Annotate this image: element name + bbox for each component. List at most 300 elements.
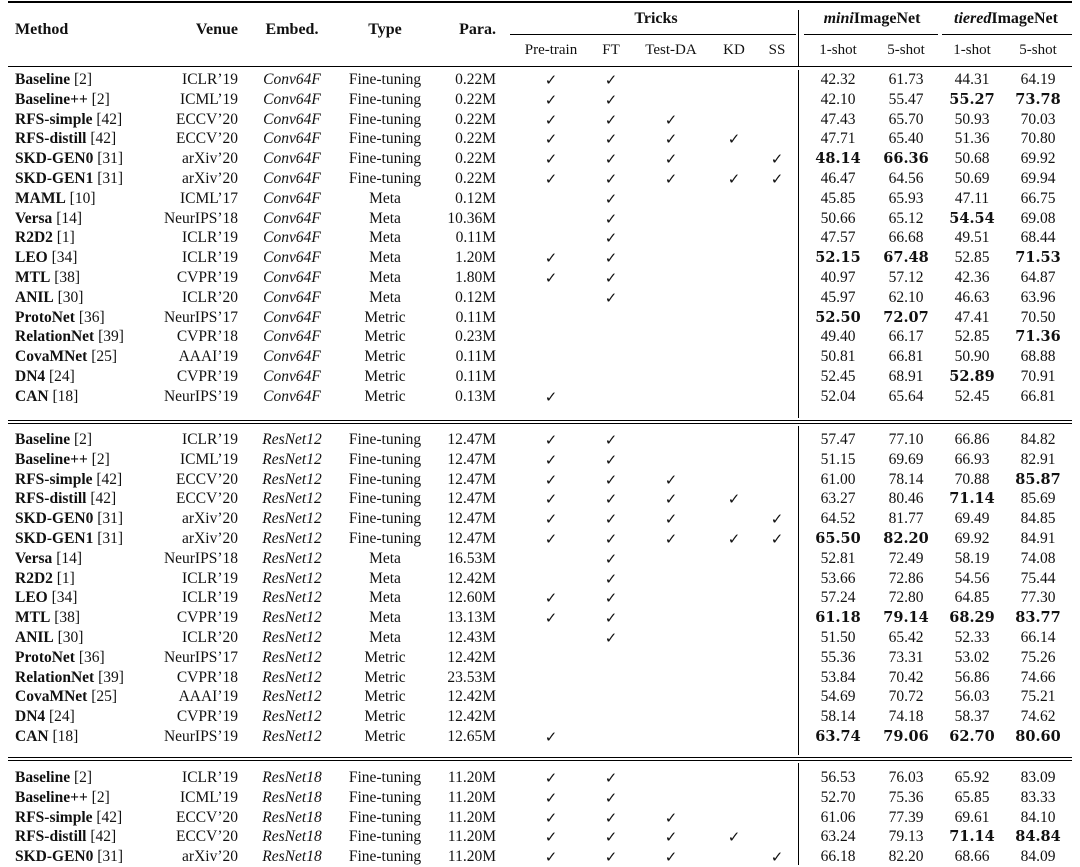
result-cell: 47.57 [820,229,856,246]
header-tiered-prefix: tiered [954,10,992,27]
type-cell: Fine-tuning [348,510,422,527]
type-cell: Metric [364,328,406,345]
result-cell: 80.46 [888,490,924,507]
result-cell: 50.66 [820,210,856,227]
method-name: MAML [15,190,66,207]
result-cell: 77.10 [888,431,924,448]
check-icon: ✓ [604,471,618,489]
check-icon: ✓ [664,150,678,168]
method-name: DN4 [15,368,46,385]
result-cell: 40.97 [820,269,856,286]
type-cell: Metric [364,388,406,405]
result-cell: 63.24 [820,828,856,845]
venue-cell: arXiv’20 [182,530,238,547]
result-cell: 50.90 [954,348,990,365]
type-cell: Fine-tuning [348,490,422,507]
check-icon: ✓ [544,828,558,846]
result-cell: 66.68 [888,229,924,246]
check-icon: ✓ [544,789,558,807]
method-ref: [2] [87,91,110,108]
check-icon: ✓ [544,111,558,129]
result-cell: 66.18 [820,848,856,865]
type-cell: Fine-tuning [348,431,422,448]
subheader-tiered-5shot: 5-shot [1019,42,1057,58]
result-cell: 46.47 [820,170,856,187]
result-cell: 68.91 [888,368,924,385]
result-cell: 83.09 [1020,769,1056,786]
method-ref: [2] [87,451,110,468]
check-icon: ✓ [604,431,618,449]
result-cell: 45.97 [820,289,856,306]
column-divider-s2 [798,426,799,755]
result-cell: 58.37 [954,708,990,725]
check-icon: ✓ [544,490,558,508]
check-icon: ✓ [664,809,678,827]
para-cell: 11.20M [447,809,496,826]
result-cell: 46.63 [954,289,990,306]
result-cell: 52.33 [954,629,990,646]
check-icon: ✓ [770,170,784,188]
venue-cell: NeurIPS’17 [163,309,238,326]
embed-cell: ResNet12 [262,550,322,567]
method-name: SKD-GEN0 [15,150,94,167]
venue-cell: AAAI’19 [178,688,238,705]
type-cell: Meta [369,249,401,266]
result-cell: 66.81 [888,348,924,365]
type-cell: Meta [369,570,401,587]
method-name: RelationNet [15,328,95,345]
check-icon: ✓ [544,170,558,188]
result-cell: 53.66 [820,570,856,587]
venue-cell: CVPR’19 [176,708,238,725]
method-name: R2D2 [15,570,53,587]
result-cell: 57.24 [820,589,856,606]
check-icon: ✓ [664,111,678,129]
type-cell: Meta [369,550,401,567]
result-cell: 62.10 [888,289,924,306]
result-cell: 65.85 [954,789,990,806]
result-cell: 83.77 [1015,609,1061,626]
check-icon: ✓ [727,828,741,846]
result-cell: 82.20 [883,530,929,547]
result-cell: 72.86 [888,570,924,587]
check-icon: ✓ [664,530,678,548]
para-cell: 0.11M [455,348,496,365]
check-icon: ✓ [544,130,558,148]
check-icon: ✓ [604,629,618,647]
embed-cell: Conv64F [263,130,321,147]
method-ref: [18] [48,388,79,405]
result-cell: 71.36 [1015,328,1061,345]
venue-cell: NeurIPS’18 [163,550,238,567]
header-venue: Venue [195,21,238,38]
result-cell: 62.70 [949,728,995,745]
embed-cell: Conv64F [263,91,321,108]
para-cell: 1.20M [455,249,496,266]
result-cell: 52.81 [820,550,856,567]
result-cell: 74.08 [1020,550,1056,567]
check-icon: ✓ [664,170,678,188]
result-cell: 70.91 [1020,368,1056,385]
result-cell: 70.80 [1020,130,1056,147]
check-icon: ✓ [604,249,618,267]
embed-cell: Conv64F [263,150,321,167]
header-method: Method [15,21,69,38]
type-cell: Meta [369,609,401,626]
method-ref: [31] [93,510,124,527]
result-cell: 53.84 [820,669,856,686]
result-cell: 64.56 [888,170,924,187]
result-cell: 74.18 [888,708,924,725]
result-cell: 82.91 [1020,451,1056,468]
method-name: RFS-simple [15,471,93,488]
result-cell: 42.10 [820,91,856,108]
column-divider-s1 [798,70,799,418]
result-cell: 84.10 [1020,809,1056,826]
embed-cell: Conv64F [263,269,321,286]
result-cell: 85.69 [1020,490,1056,507]
venue-cell: ICLR’20 [182,289,238,306]
result-cell: 42.36 [954,269,990,286]
method-ref: [42] [92,471,123,488]
method-ref: [14] [52,210,83,227]
check-icon: ✓ [664,510,678,528]
check-icon: ✓ [604,510,618,528]
method-name: CovaMNet [15,348,88,365]
check-icon: ✓ [604,848,618,866]
result-cell: 63.27 [820,490,856,507]
result-cell: 65.93 [888,190,924,207]
venue-cell: ECCV’20 [176,490,238,507]
column-divider-s3 [798,763,799,865]
method-name: SKD-GEN1 [15,530,94,547]
check-icon: ✓ [544,728,558,746]
method-name: RFS-distill [15,130,87,147]
result-cell: 54.56 [954,570,990,587]
para-cell: 0.22M [455,91,496,108]
mini-group-rule [804,34,938,35]
para-cell: 0.12M [455,190,496,207]
method-name: Baseline++ [15,91,88,108]
venue-cell: ICML’19 [180,91,238,108]
result-cell: 66.86 [954,431,990,448]
method-ref: [42] [86,828,117,845]
embed-cell: Conv64F [263,328,321,345]
type-cell: Metric [364,368,406,385]
method-ref: [24] [45,708,75,725]
check-icon: ✓ [544,769,558,787]
venue-cell: arXiv’20 [182,848,238,865]
para-cell: 0.22M [455,170,496,187]
result-cell: 54.69 [820,688,856,705]
embed-cell: ResNet12 [262,688,322,705]
method-ref: [30] [53,629,84,646]
para-cell: 0.13M [455,388,496,405]
venue-cell: NeurIPS’18 [163,210,238,227]
type-cell: Fine-tuning [348,848,422,865]
result-cell: 65.12 [888,210,924,227]
method-name: Baseline [15,769,71,786]
result-cell: 79.06 [883,728,929,745]
header-mini-prefix: mini [823,10,854,27]
method-ref: [1] [52,229,75,246]
para-cell: 0.11M [455,368,496,385]
result-cell: 47.43 [820,111,856,128]
header-mini-suffix: ImageNet [853,10,921,27]
embed-cell: Conv64F [263,71,321,88]
result-cell: 84.85 [1020,510,1056,527]
method-name: RFS-simple [15,809,93,826]
result-cell: 56.53 [820,769,856,786]
venue-cell: ICML’19 [180,451,238,468]
subheader-mini-1shot: 1-shot [819,42,857,58]
method-ref: [30] [53,289,84,306]
embed-cell: ResNet12 [262,471,322,488]
result-cell: 70.72 [888,688,924,705]
result-cell: 67.48 [883,249,929,266]
method-name: DN4 [15,708,46,725]
check-icon: ✓ [604,609,618,627]
check-icon: ✓ [604,229,618,247]
para-cell: 12.47M [447,510,496,527]
check-icon: ✓ [544,609,558,627]
method-name: RelationNet [15,669,95,686]
header-miniimagenet [806,9,938,29]
method-ref: [2] [70,431,93,448]
result-cell: 50.68 [954,150,990,167]
embed-cell: Conv64F [263,170,321,187]
result-cell: 73.78 [1015,91,1061,108]
check-icon: ✓ [604,289,618,307]
venue-cell: ICLR’19 [182,589,238,606]
result-cell: 68.66 [954,848,990,865]
method-name: CAN [15,388,49,405]
check-icon: ✓ [604,530,618,548]
type-cell: Fine-tuning [348,150,422,167]
result-cell: 69.08 [1020,210,1056,227]
embed-cell: ResNet12 [262,708,322,725]
result-cell: 52.50 [815,309,861,326]
embed-cell: Conv64F [263,190,321,207]
check-icon: ✓ [604,130,618,148]
result-cell: 65.92 [954,769,990,786]
result-cell: 66.75 [1020,190,1056,207]
result-cell: 50.81 [820,348,856,365]
type-cell: Meta [369,589,401,606]
result-cell: 84.84 [1015,828,1061,845]
method-ref: [38] [50,269,81,286]
embed-cell: ResNet18 [262,769,322,786]
result-cell: 63.96 [1020,289,1056,306]
check-icon: ✓ [604,91,618,109]
result-cell: 74.66 [1020,669,1056,686]
method-ref: [2] [87,789,110,806]
result-cell: 71.14 [949,490,995,507]
result-cell: 71.14 [949,828,995,845]
method-name: CAN [15,728,49,745]
venue-cell: ICLR’19 [182,229,238,246]
para-cell: 12.43M [447,629,496,646]
venue-cell: ECCV’20 [176,809,238,826]
type-cell: Fine-tuning [348,809,422,826]
check-icon: ✓ [544,451,558,469]
method-ref: [2] [70,71,93,88]
result-cell: 61.73 [888,71,924,88]
subheader-kd: KD [723,42,745,58]
para-cell: 12.47M [447,530,496,547]
method-ref: [25] [87,348,118,365]
method-name: RFS-simple [15,111,93,128]
method-name: LEO [15,249,48,266]
result-cell: 66.81 [1020,388,1056,405]
para-cell: 12.42M [447,649,496,666]
result-cell: 80.60 [1015,728,1061,745]
venue-cell: ICLR’19 [182,249,238,266]
check-icon: ✓ [664,490,678,508]
embed-cell: Conv64F [263,210,321,227]
check-icon: ✓ [664,828,678,846]
type-cell: Fine-tuning [348,111,422,128]
header-embed: Embed. [265,21,319,38]
subheader-ss: SS [768,42,786,58]
result-cell: 64.52 [820,510,856,527]
section-double-rule-2a [8,757,1072,758]
method-name: SKD-GEN0 [15,510,94,527]
check-icon: ✓ [664,130,678,148]
embed-cell: ResNet12 [262,451,322,468]
result-cell: 66.14 [1020,629,1056,646]
result-cell: 68.29 [949,609,995,626]
para-cell: 0.12M [455,289,496,306]
venue-cell: ICLR’20 [182,629,238,646]
venue-cell: ECCV’20 [176,828,238,845]
type-cell: Metric [364,708,406,725]
venue-cell: ICML’19 [180,789,238,806]
result-cell: 75.26 [1020,649,1056,666]
type-cell: Meta [369,229,401,246]
para-cell: 12.65M [447,728,496,745]
para-cell: 11.20M [447,828,496,845]
result-cell: 79.14 [883,609,929,626]
result-cell: 69.49 [954,510,990,527]
result-cell: 84.82 [1020,431,1056,448]
result-cell: 51.36 [954,130,990,147]
venue-cell: NeurIPS’19 [163,388,238,405]
result-cell: 78.14 [888,471,924,488]
header-type: Type [368,21,402,38]
result-cell: 69.92 [1020,150,1056,167]
method-name: Baseline [15,431,71,448]
type-cell: Meta [369,210,401,227]
venue-cell: CVPR’18 [176,328,238,345]
header-tricks: Tricks [634,10,678,27]
result-cell: 56.03 [954,688,990,705]
result-cell: 71.53 [1015,249,1061,266]
para-cell: 12.60M [447,589,496,606]
para-cell: 0.22M [455,130,496,147]
venue-cell: ICLR’19 [182,431,238,448]
section-double-rule-1a [8,420,1072,421]
embed-cell: ResNet18 [262,809,322,826]
embed-cell: Conv64F [263,249,321,266]
result-cell: 57.12 [888,269,924,286]
subheader-pretrain: Pre-train [524,42,578,58]
result-cell: 75.21 [1020,688,1056,705]
venue-cell: arXiv’20 [182,510,238,527]
result-cell: 73.31 [888,649,924,666]
embed-cell: ResNet18 [262,789,322,806]
check-icon: ✓ [544,249,558,267]
result-cell: 77.30 [1020,589,1056,606]
method-ref: [14] [52,550,83,567]
para-cell: 0.11M [455,229,496,246]
result-cell: 70.42 [888,669,924,686]
result-cell: 66.17 [888,328,924,345]
method-name: LEO [15,589,48,606]
para-cell: 12.42M [447,570,496,587]
result-cell: 61.00 [820,471,856,488]
para-cell: 12.47M [447,490,496,507]
result-cell: 68.88 [1020,348,1056,365]
type-cell: Metric [364,728,406,745]
para-cell: 0.22M [455,150,496,167]
tricks-group-rule [510,34,796,35]
para-cell: 12.47M [447,451,496,468]
type-cell: Metric [364,688,406,705]
result-cell: 68.44 [1020,229,1056,246]
embed-cell: ResNet12 [262,530,322,547]
result-cell: 52.70 [820,789,856,806]
embed-cell: Conv64F [263,111,321,128]
method-name: SKD-GEN0 [15,848,94,865]
para-cell: 16.53M [447,550,496,567]
embed-cell: ResNet12 [262,589,322,606]
result-cell: 77.39 [888,809,924,826]
check-icon: ✓ [770,510,784,528]
check-icon: ✓ [544,388,558,406]
check-icon: ✓ [727,490,741,508]
subheader-ft: FT [602,42,620,58]
check-icon: ✓ [727,170,741,188]
check-icon: ✓ [544,150,558,168]
venue-cell: CVPR’19 [176,269,238,286]
check-icon: ✓ [544,71,558,89]
check-icon: ✓ [604,789,618,807]
result-cell: 70.88 [954,471,990,488]
result-cell: 47.11 [954,190,990,207]
method-ref: [31] [93,170,124,187]
embed-cell: ResNet12 [262,431,322,448]
embed-cell: ResNet18 [262,828,322,845]
check-icon: ✓ [604,570,618,588]
venue-cell: ICLR’19 [182,769,238,786]
type-cell: Fine-tuning [348,828,422,845]
para-cell: 12.42M [447,708,496,725]
result-cell: 51.50 [820,629,856,646]
result-cell: 44.31 [954,71,990,88]
subheader-tiered-1shot: 1-shot [953,42,991,58]
result-cell: 47.71 [820,130,856,147]
method-ref: [42] [86,490,117,507]
type-cell: Fine-tuning [348,71,422,88]
type-cell: Meta [369,269,401,286]
check-icon: ✓ [604,190,618,208]
para-cell: 0.22M [455,111,496,128]
method-ref: [10] [65,190,96,207]
column-divider [798,10,799,66]
method-ref: [42] [92,111,123,128]
check-icon: ✓ [604,828,618,846]
